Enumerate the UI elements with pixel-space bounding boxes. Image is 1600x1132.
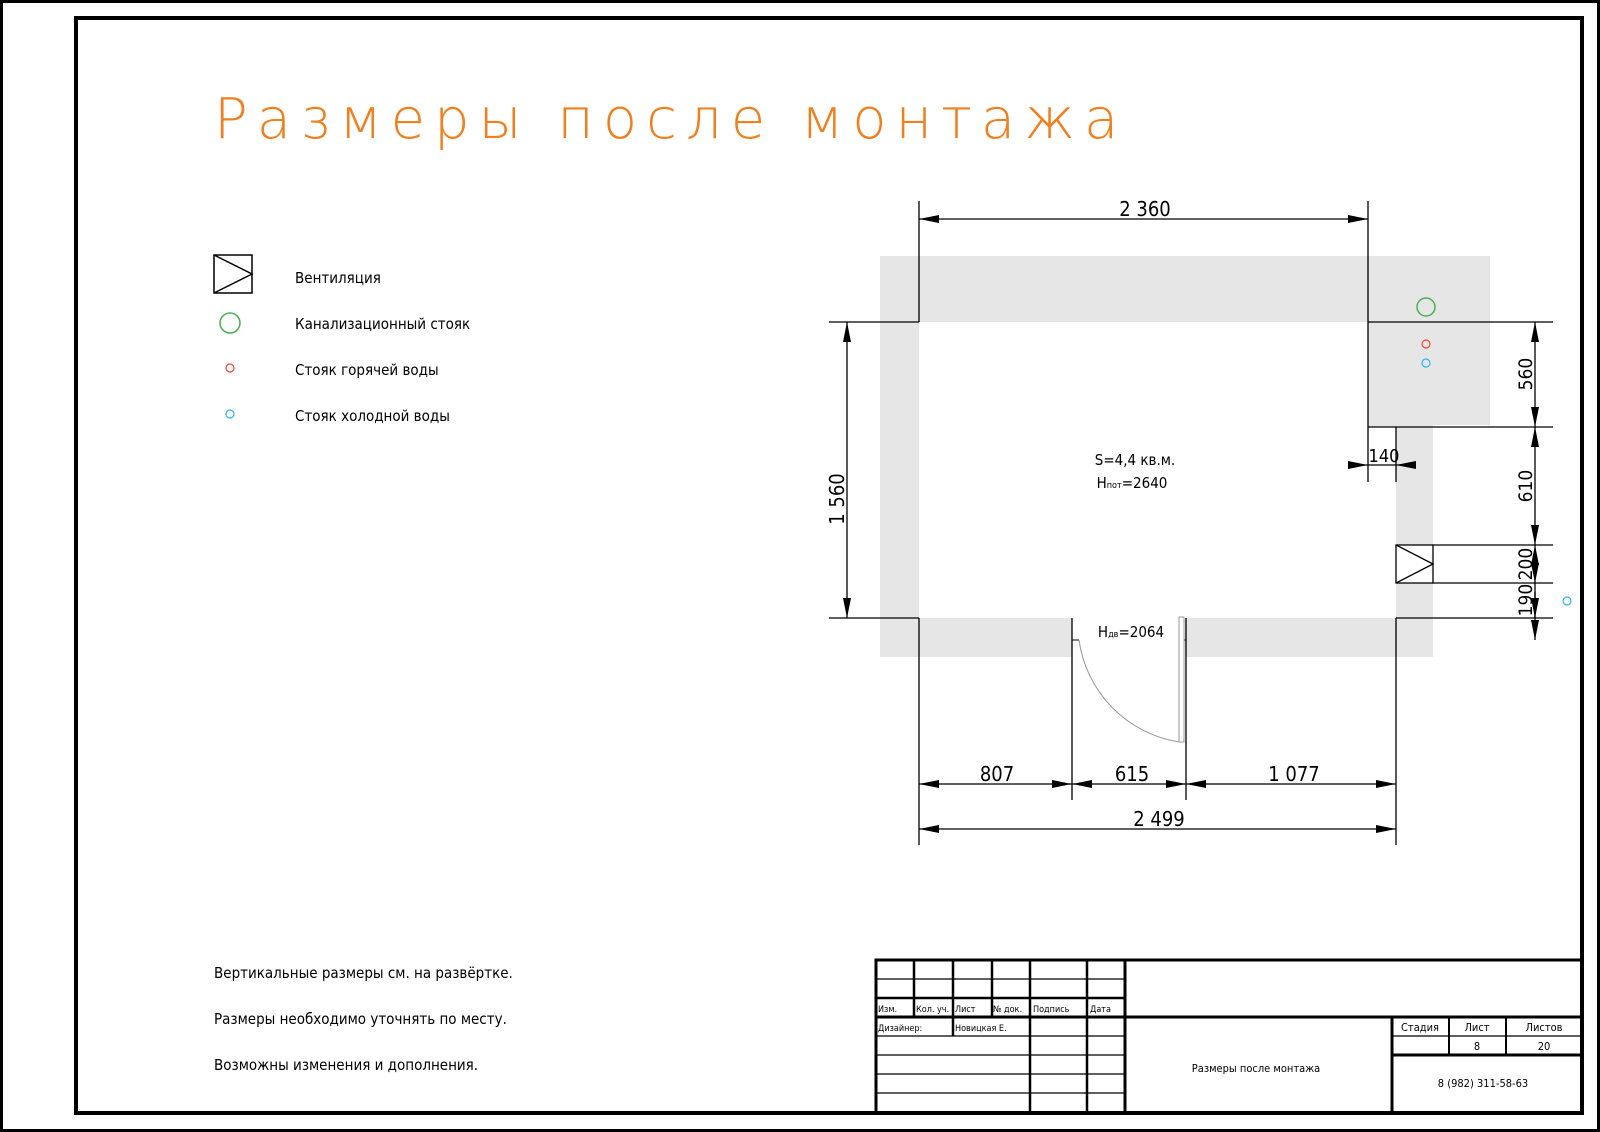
stamp-sheet-value: 8 [1473,1040,1481,1053]
stamp-drawing-title: Размеры после монтажа [1191,1062,1321,1075]
legend-label-cold-water: Стояк холодной воды [295,407,450,425]
stamp-designer-label: Дизайнер: [878,1024,923,1034]
room-height: Hпот=2640 [1096,474,1168,492]
page-title: Размеры после монтажа [214,87,1128,152]
sewer-riser-icon [220,313,240,333]
stamp-header-kol: Кол. уч. [916,1005,950,1015]
legend-label-sewer: Канализационный стояк [295,315,471,333]
stamp-header-sign: Подпись [1033,1005,1070,1015]
legend-label-ventilation: Вентиляция [295,269,381,287]
dim-right-610: 610 [1515,469,1537,503]
stamp-designer-name: Новицкая Е. [955,1024,1007,1034]
title-block [876,960,1582,1113]
dim-niche-140: 140 [1368,446,1400,467]
legend [214,255,470,425]
stamp-sheet-label: Лист [1464,1021,1490,1034]
dim-left-height: 1 560 [825,473,849,525]
dim-bottom-1077: 1 077 [1268,762,1320,786]
notes [214,964,513,1074]
stamp-header-date: Дата [1090,1005,1111,1015]
door-height: Hдв=2064 [1097,623,1165,641]
stamp-sheets-value: 20 [1537,1040,1551,1053]
cold-water-riser-icon [1563,597,1571,605]
dim-right-560: 560 [1515,357,1537,391]
note-3: Возможны изменения и дополнения. [214,1056,479,1074]
inner-frame [76,18,1582,1113]
stamp-header-doc: № док. [993,1005,1023,1015]
hot-water-riser-icon [226,364,234,372]
dim-bottom-615: 615 [1114,762,1150,786]
stamp-header-izm: Изм. [878,1005,898,1015]
room-area: S=4,4 кв.м. [1094,451,1176,469]
dim-right-190: 190 [1515,583,1537,617]
stamp-header-list: Лист [955,1005,976,1015]
dim-top-width: 2 360 [1119,197,1171,221]
dim-bottom-807: 807 [979,762,1015,786]
stamp-stage-label: Стадия [1401,1021,1439,1034]
dim-right-200: 200 [1515,547,1537,581]
note-1: Вертикальные размеры см. на развёртке. [214,964,513,982]
ventilation-icon [214,255,252,293]
stamp-phone: 8 (982) 311-58-63 [1437,1077,1529,1090]
note-2: Размеры необходимо уточнять по месту. [214,1010,507,1028]
cold-water-riser-icon [226,410,234,418]
ventilation-icon [1396,545,1433,583]
legend-label-hot-water: Стояк горячей воды [295,361,439,379]
dim-bottom-total: 2 499 [1133,807,1185,831]
floor-plan [825,197,1571,845]
stamp-sheets-label: Листов [1525,1021,1563,1034]
